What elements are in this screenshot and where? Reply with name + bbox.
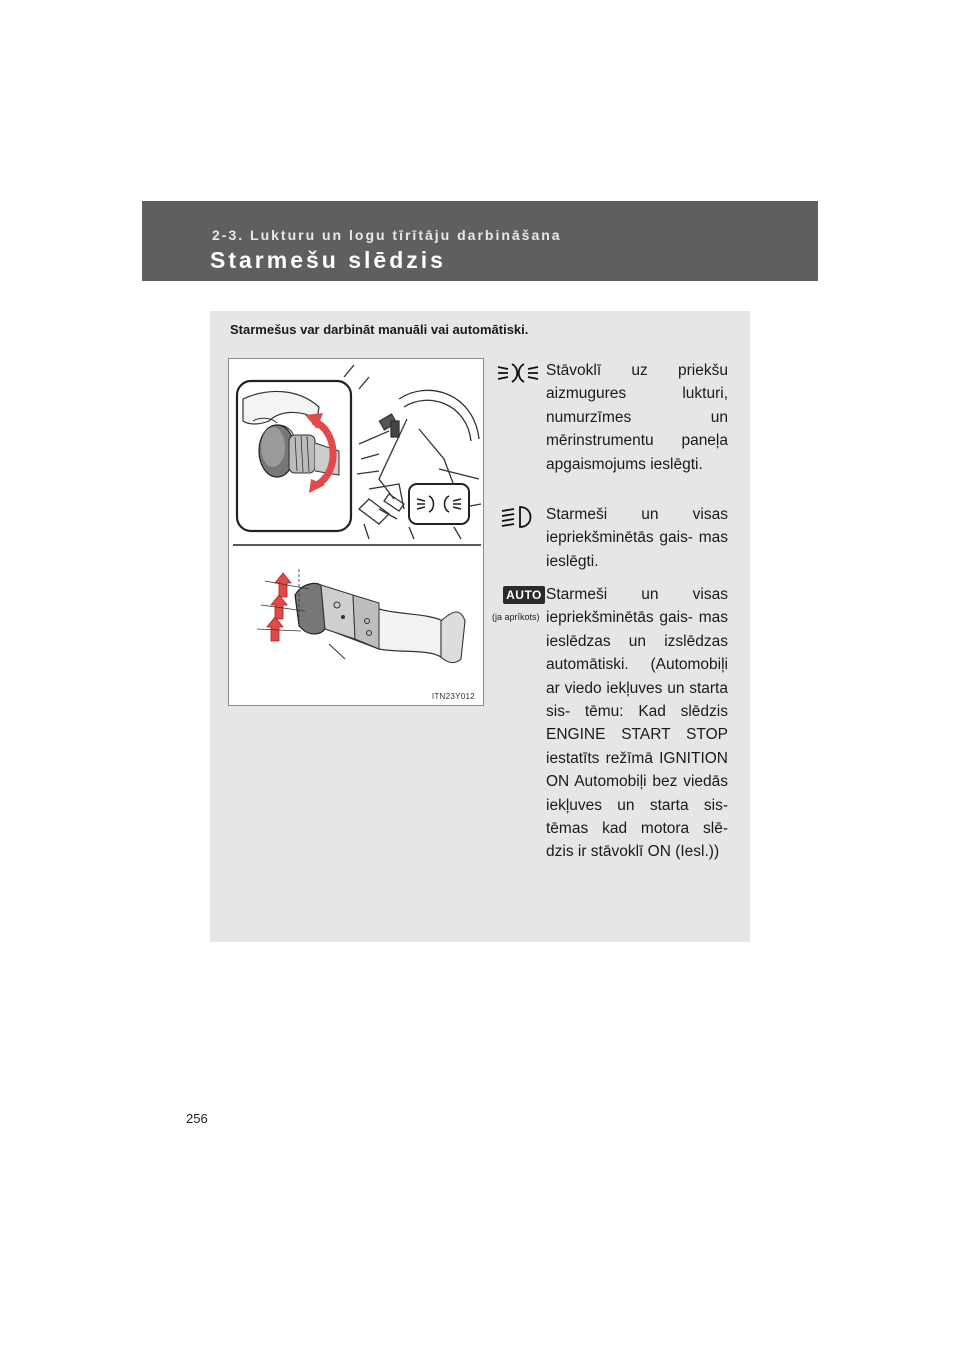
section-label: 2-3. Lukturu un logu tīrītāju darbināšana xyxy=(212,227,562,243)
combination-switch-lever xyxy=(295,569,465,663)
tail-light-icon xyxy=(492,360,544,386)
mode-tail-lights-text: Stāvoklī uz priekšu aizmugures lukturi, numurzīmes un mērinstrumentu paneļa apgaismojums ieslēgti. xyxy=(546,362,728,473)
image-code: ITN23Y012 xyxy=(431,692,475,701)
auto-badge: AUTO xyxy=(503,586,545,604)
illustration xyxy=(228,358,484,706)
mode-headlights-text: Starmeši un visas iepriekšminētās gais- mas ieslēgti. xyxy=(546,506,728,570)
header-band xyxy=(142,201,818,281)
optional-note: (ja aprīkots) xyxy=(492,612,540,622)
headlight-icon xyxy=(492,504,544,530)
page-title: Starmešu slēdzis xyxy=(210,247,446,273)
intro-text: Starmešus var darbināt manuāli vai automātiski. xyxy=(230,322,529,337)
illustration-drawing xyxy=(229,359,485,707)
mode-auto-text: Starmeši un visas iepriekšminētās gais- mas ieslēdzas un izslēdzas automātiski. (Automobiļi ar viedo iekļuves un starta sis- tēmu: Kad slēdzis ENGINE START STOP iestatīts režīmā IGNITION ON Automobiļi bez viedās iekļuves un starta sis- tēmas kad motora slē- dzis ir stāvoklī ON (Iesl.)) xyxy=(546,586,728,861)
page-number: 256 xyxy=(186,1111,208,1126)
content-box xyxy=(210,311,750,942)
